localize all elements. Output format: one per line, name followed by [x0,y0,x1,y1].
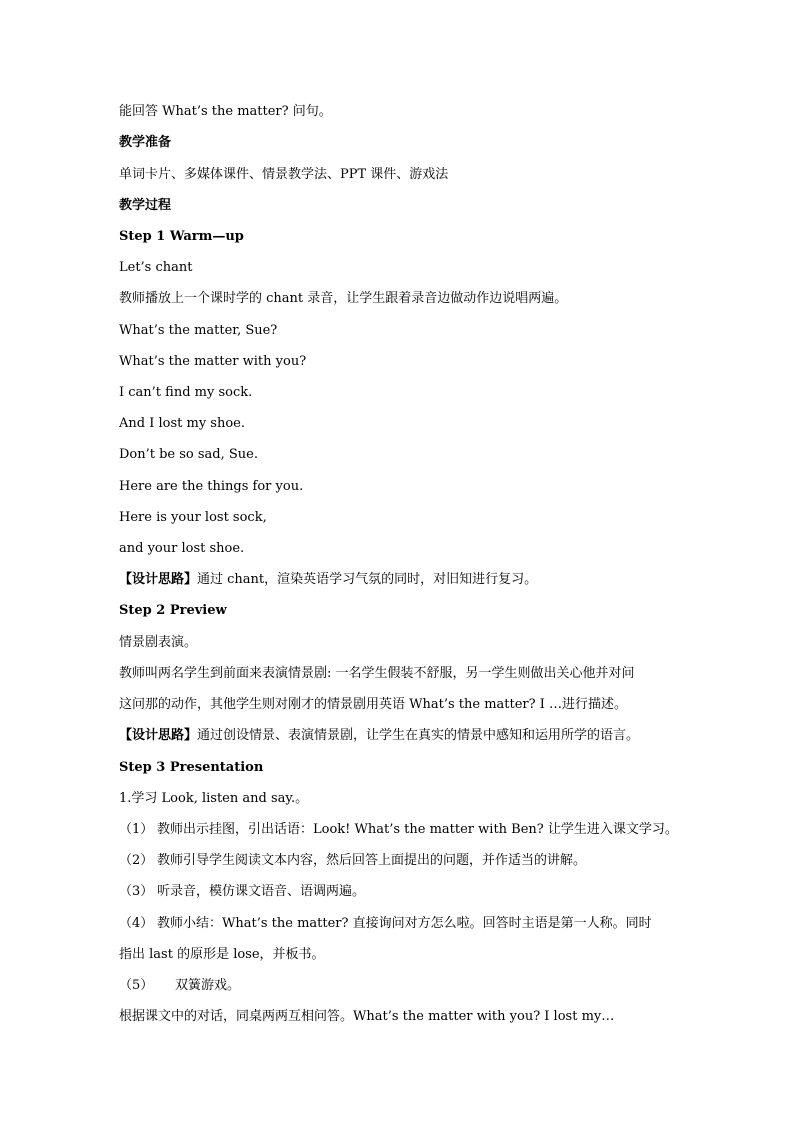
chant-line: And I lost my shoe. [119,416,245,431]
list-item-number: （4） [119,916,154,931]
list-item-text: 听录音，模仿课文语音、语调两遍。 [157,884,366,899]
step-heading-presentation: Step 3 Presentation [119,760,264,775]
step-heading-preview: Step 2 Preview [119,603,227,618]
chant-line: I can’t find my sock. [119,385,253,400]
list-item-text: 教师小结：What’s the matter? 直接询问对方怎么啦。回答时主语是第一人称。同时 [157,916,652,931]
chant-line: What’s the matter with you? [119,354,307,369]
text-line: 单词卡片、多媒体课件、情景教学法、PPT 课件、游戏法 [119,167,449,182]
list-item-number: （3） [119,884,154,899]
design-idea-paragraph [119,572,537,588]
chant-line: Here are the things for you. [119,479,304,494]
text-line: 根据课文中的对话，同桌两两互相问答。What’s the matter with you? I lost my… [119,1009,615,1024]
text-line: 这问那的动作，其他学生则对刚才的情景剧用英语 What’s the matter? I …进行描述。 [119,697,628,712]
list-item [119,822,678,838]
design-idea-paragraph [119,728,639,744]
design-idea-label: 【设计思路】 [119,728,198,743]
text-line: 情景剧表演。 [119,635,198,650]
chant-line: and your lost shoe. [119,541,245,556]
design-idea-label: 【设计思路】 [119,572,198,587]
chant-line: Don’t be so sad, Sue. [119,447,259,462]
list-item-number: （5） [119,978,154,993]
text-line: 教师播放上一个课时学的 chant 录音，让学生跟着录音边做动作边说唱两遍。 [119,291,568,306]
list-item-number: （1） [119,822,154,837]
list-item [119,916,652,932]
list-item-text: 教师出示挂图，引出话语：Look! What’s the matter with Ben? 让学生进入课文学习。 [157,822,678,837]
design-idea-text: 通过 chant，渲染英语学习气氛的同时，对旧知进行复习。 [197,572,538,587]
list-item-number: （2） [119,853,154,868]
text-line: 教师叫两名学生到前面来表演情景剧: 一名学生假装不舒服，另一学生则做出关心他并对问 [119,666,635,681]
list-item [119,978,240,994]
list-item [119,884,365,900]
chant-line: What’s the matter, Sue? [119,323,278,338]
list-item-continuation: 指出 last 的原形是 lose，并板书。 [119,947,325,962]
text-line: Let’s chant [119,260,193,275]
step-heading-warmup: Step 1 Warm—up [119,229,244,244]
chant-line: Here is your lost sock, [119,510,267,525]
list-item-text: 双簧游戏。 [175,978,241,993]
list-item [119,853,586,869]
text-line: 1.学习 Look, listen and say.。 [119,791,309,806]
design-idea-text: 通过创设情景、表演情景剧，让学生在真实的情景中感知和运用所学的语言。 [197,728,640,743]
section-heading-process: 教学过程 [119,198,172,213]
list-item-text: 教师引导学生阅读文本内容，然后回答上面提出的问题，并作适当的讲解。 [157,853,587,868]
section-heading-preparation: 教学准备 [119,135,172,150]
text-line: 能回答 What’s the matter? 问句。 [119,104,332,119]
